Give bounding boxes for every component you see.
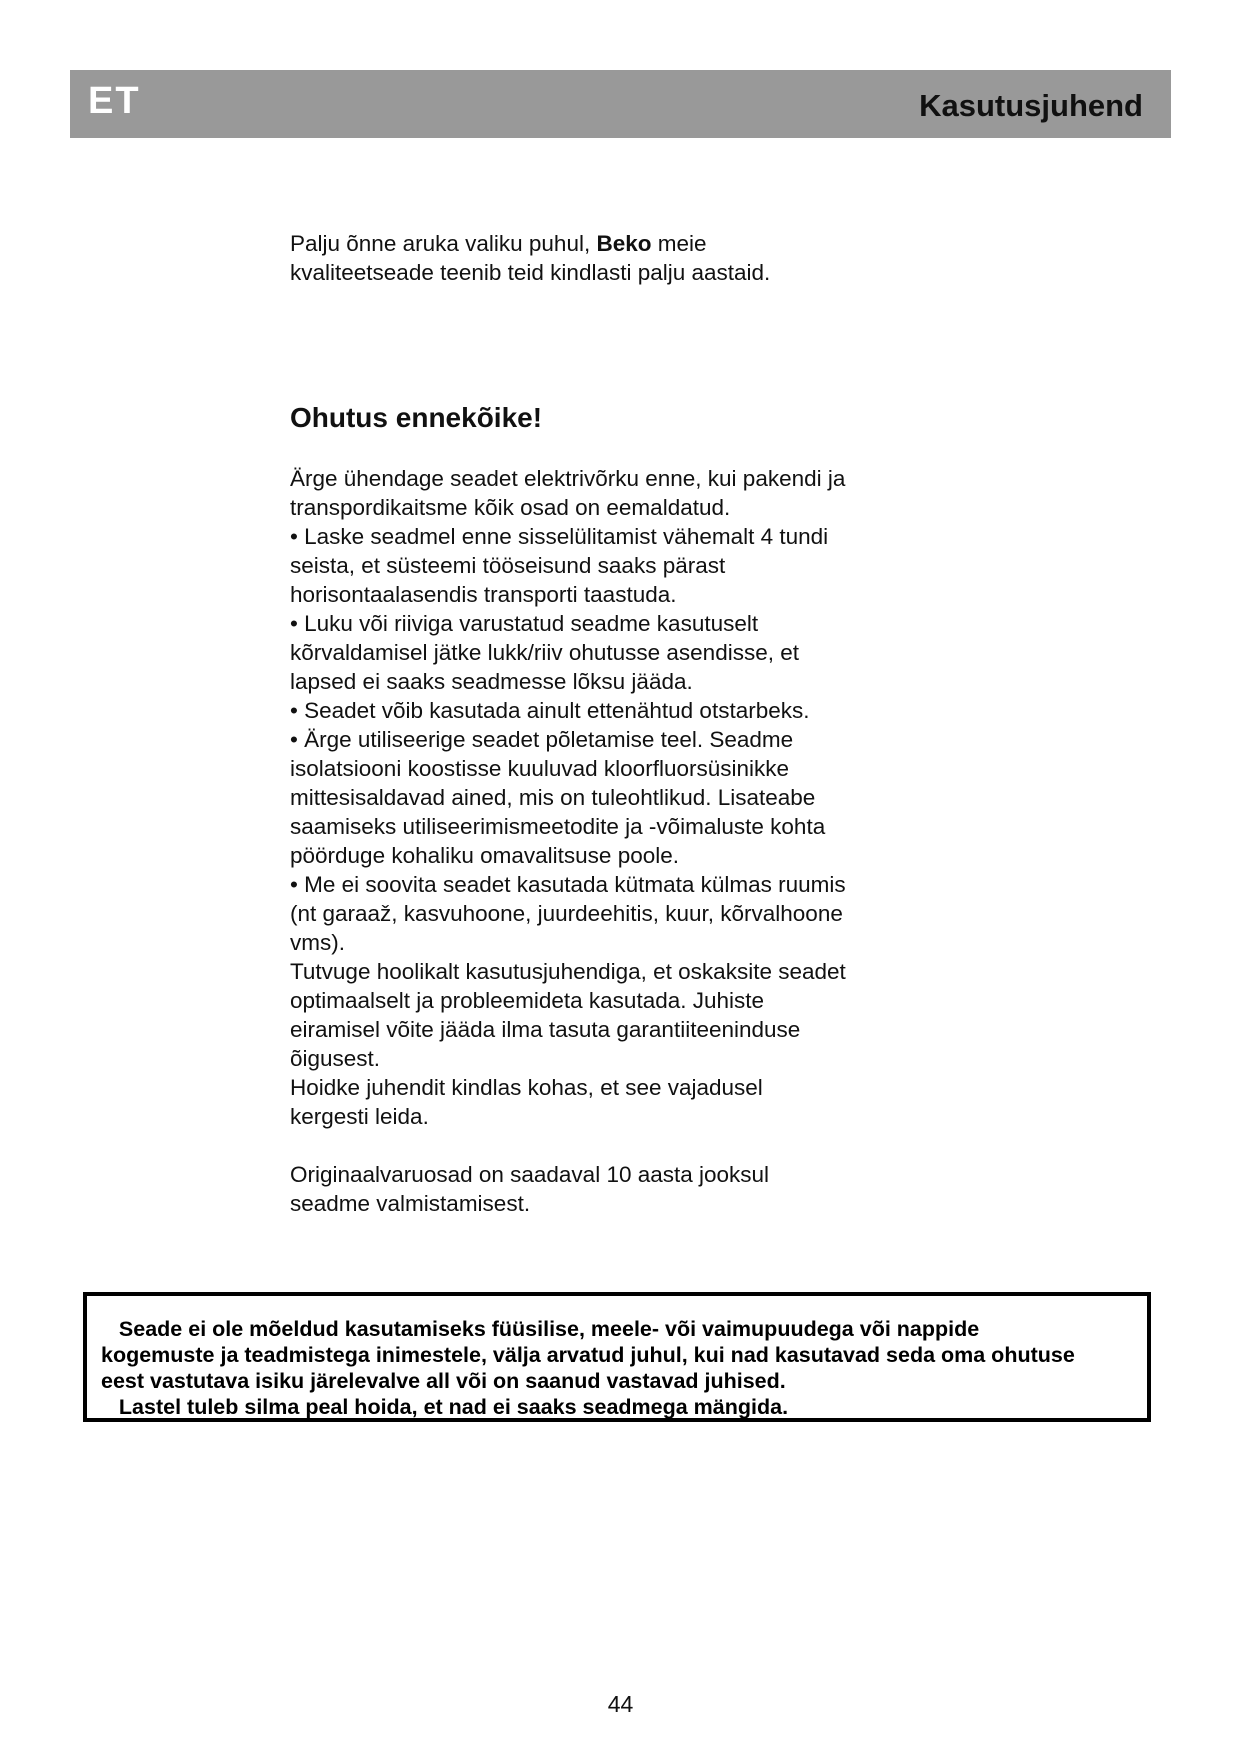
safety-line: vms). — [290, 930, 345, 955]
safety-line: Hoidke juhendit kindlas kohas, et see vajadusel — [290, 1075, 763, 1100]
safety-line: lapsed ei saaks seadmesse lõksu jääda. — [290, 669, 693, 694]
safety-line: pöörduge kohaliku omavalitsuse poole. — [290, 843, 680, 868]
warning-line: kogemuste ja teadmistega inimestele, välja arvatud juhul, kui nad kasutavad seda oma ohutuse — [101, 1343, 1075, 1367]
intro-line-1: Palju õnne aruka valiku puhul, Beko meie — [290, 231, 707, 256]
paragraph-spacer — [290, 1131, 930, 1160]
safety-line: optimaalselt ja probleemideta kasutada. Juhiste — [290, 988, 765, 1013]
safety-line: isolatsiooni koostisse kuuluvad kloorfluorsüsinikke — [290, 756, 789, 781]
spare-parts-line: seadme valmistamisest. — [290, 1191, 531, 1216]
safety-line: mittesisaldavad ained, mis on tuleohtlikud. Lisateabe — [290, 785, 816, 810]
safety-line: seista, et süsteemi tööseisund saaks pärast — [290, 553, 726, 578]
safety-line: kõrvaldamisel jätke lukk/riiv ohutusse asendisse, et — [290, 640, 799, 665]
safety-line: saamiseks utiliseerimismeetodite ja -võimaluste kohta — [290, 814, 826, 839]
safety-line: • Seadet võib kasutada ainult ettenähtud otstarbeks. — [290, 698, 810, 723]
safety-instructions — [290, 464, 930, 1218]
safety-line: õigusest. — [290, 1046, 381, 1071]
safety-line: • Ärge utiliseerige seadet põletamise teel. Seadme — [290, 727, 794, 752]
safety-line: (nt garaaž, kasvuhoone, juurdeehitis, kuur, kõrvalhoone — [290, 901, 843, 926]
header-bar — [70, 70, 1171, 138]
spare-parts-line: Originaalvaruosad on saadaval 10 aasta jooksul — [290, 1162, 770, 1187]
warning-line: eest vastutava isiku järelevalve all või on saanud vastavad juhised. — [101, 1369, 786, 1393]
safety-line: Ärge ühendage seadet elektrivõrku enne, kui pakendi ja — [290, 466, 846, 491]
safety-line: • Me ei soovita seadet kasutada kütmata külmas ruumis — [290, 872, 846, 897]
manual-title: Kasutusjuhend — [919, 88, 1143, 123]
intro-line-2: kvaliteetseade teenib teid kindlasti palju aastaid. — [290, 260, 771, 285]
page-number: 44 — [607, 1691, 634, 1717]
safety-line: • Laske seadmel enne sisselülitamist vähemalt 4 tundi — [290, 524, 829, 549]
intro-paragraph — [290, 229, 930, 287]
safety-line: horisontaalasendis transporti taastuda. — [290, 582, 677, 607]
safety-line: kergesti leida. — [290, 1104, 429, 1129]
language-code: ET — [88, 80, 141, 122]
safety-line: eiramisel võite jääda ilma tasuta garantiiteeninduse — [290, 1017, 801, 1042]
safety-heading: Ohutus ennekõike! — [290, 402, 543, 433]
warning-box — [83, 1292, 1151, 1422]
safety-line: Tutvuge hoolikalt kasutusjuhendiga, et oskaksite seadet — [290, 959, 846, 984]
safety-line: transpordikaitsme kõik osad on eemaldatud. — [290, 495, 731, 520]
warning-line: Lastel tuleb silma peal hoida, et nad ei saaks seadmega mängida. — [101, 1395, 789, 1419]
brand-name: Beko — [596, 231, 652, 256]
warning-line: Seade ei ole mõeldud kasutamiseks füüsilise, meele- või vaimupuudega või nappide — [101, 1317, 980, 1341]
safety-line: • Luku või riiviga varustatud seadme kasutuselt — [290, 611, 759, 636]
